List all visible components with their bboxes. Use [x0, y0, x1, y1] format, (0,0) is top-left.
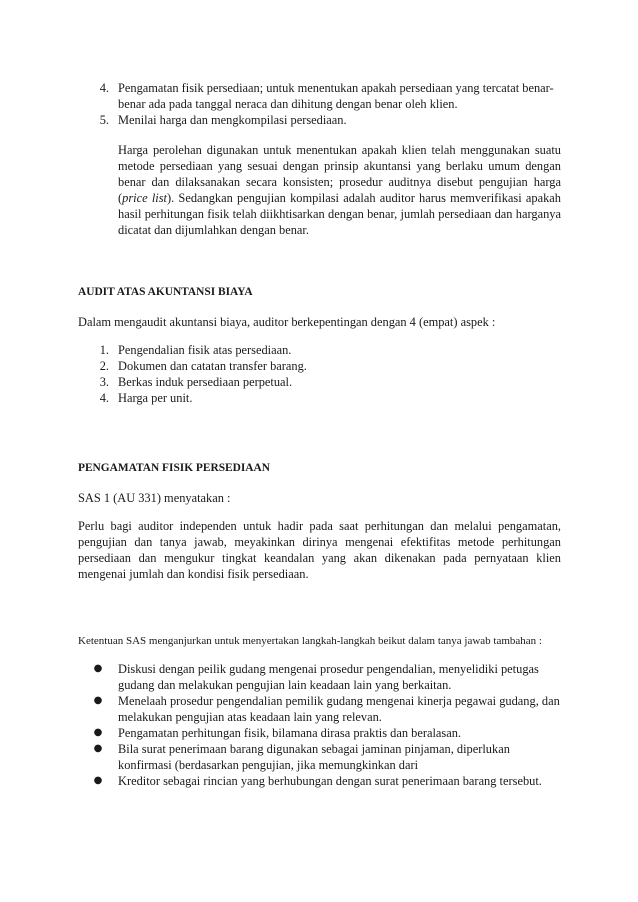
bullet-text: Pengamatan perhitungan fisik, bilamana dirasa praktis dan beralasan.: [118, 726, 462, 740]
list-item: [93, 80, 565, 112]
list-number: 4.: [99, 391, 109, 405]
list-item-text: Dokumen dan catatan transfer barang.: [118, 359, 307, 373]
bullet-icon: ●: [93, 663, 103, 674]
price-list-term: price list: [122, 191, 167, 205]
list-item-text: Menilai harga dan mengkompilasi persediaan.: [118, 113, 347, 127]
list-number: 4.: [99, 81, 109, 95]
price-test-paragraph: [118, 142, 561, 238]
paragraph-text-end: ). Sedangkan pengujian kompilasi adalah auditor harus memverifikasi apakah hasil perhitungan fisik telah diikhtisarkan dengan benar, jumlah persediaan dan harganya dicatat dan dijumlahkan dengan benar.: [118, 191, 561, 237]
recommendation-bullets: [93, 661, 563, 789]
bullet-icon: ●: [93, 727, 103, 738]
aspect-list: [93, 342, 553, 406]
paragraph-text-start: Harga perolehan digunakan untuk menentukan apakah klien telah menggunakan suatu metode persediaan yang sesuai dengan prinsip akuntansi yang berlaku umum dengan benar dan dilaksanakan secara konsisten; prosedur auditnya disebut pengujian harga (: [118, 143, 561, 205]
section-heading-pengamatan: PENGAMATAN FISIK PERSEDIAAN: [78, 462, 270, 474]
list-item: [93, 390, 553, 406]
section-intro: Dalam mengaudit akuntansi biaya, auditor berkepentingan dengan 4 (empat) aspek :: [78, 315, 496, 329]
bullet-item: [93, 741, 563, 773]
list-item: [93, 358, 553, 374]
bullet-item: [93, 725, 563, 741]
list-item-text: Pengamatan fisik persediaan; untuk menentukan apakah persediaan yang tercatat benar-benar ada pada tanggal neraca dan dihitung dengan benar oleh klien.: [118, 81, 554, 111]
bullet-icon: ●: [93, 743, 103, 754]
bullet-item: [93, 773, 563, 789]
bullet-icon: ●: [93, 775, 103, 786]
list-item-text: Pengendalian fisik atas persediaan.: [118, 343, 292, 357]
section-heading-audit-biaya: AUDIT ATAS AKUNTANSI BIAYA: [78, 286, 253, 298]
bullet-text: Menelaah prosedur pengendalian pemilik gudang mengenai kinerja pegawai gudang, dan melakukan pengujian atas keadaan lain yang relevan.: [118, 694, 560, 724]
bullet-text: Diskusi dengan peilik gudang mengenai prosedur pengendalian, menyelidiki petugas gudang dan melakukan pengujian lain keadaan lain yang berkaitan.: [118, 662, 539, 692]
list-item: [93, 112, 565, 128]
list-item-text: Berkas induk persediaan perpetual.: [118, 375, 293, 389]
list-item-text: Harga per unit.: [118, 391, 193, 405]
list-item: [93, 374, 553, 390]
list-number: 2.: [99, 359, 109, 373]
list-number: 1.: [99, 343, 109, 357]
sas-statement: SAS 1 (AU 331) menyatakan :: [78, 491, 231, 505]
bullet-item: [93, 661, 563, 693]
list-item: [93, 342, 553, 358]
bullet-text: Bila surat penerimaan barang digunakan sebagai jaminan pinjaman, diperlukan konfirmasi (berdasarkan pengujian, jika memungkinkan dari: [118, 742, 510, 772]
list-number: 3.: [99, 375, 109, 389]
bullet-text: Kreditor sebagai rincian yang berhubungan dengan surat penerimaan barang tersebut.: [118, 774, 542, 788]
list-number: 5.: [99, 113, 109, 127]
top-numbered-list: [93, 80, 565, 128]
sas-quote-paragraph: Perlu bagi auditor independen untuk hadir pada saat perhitungan dan melalui pengamatan, pengujian dan tanya jawab, meyakinkan dirinya mengenai efektifitas metode perhitungan persediaan dan mengukur tingkat keandalan yang akan dikenakan pada pernyataan klien mengenai jumlah dan kondisi fisik persediaan.: [78, 519, 561, 581]
sas-recommendation-intro: Ketentuan SAS menganjurkan untuk menyertakan langkah-langkah beikut dalam tanya jawab tambahan :: [78, 635, 542, 647]
bullet-icon: ●: [93, 695, 103, 706]
bullet-item: [93, 693, 563, 725]
